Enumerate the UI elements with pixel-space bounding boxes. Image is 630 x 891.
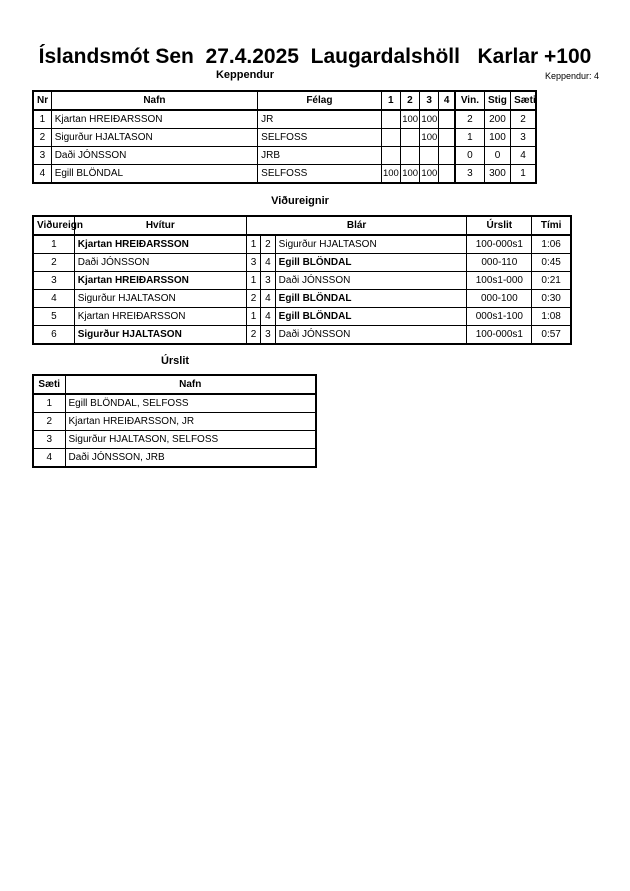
result-row — [33, 431, 316, 449]
match-white-player: Kjartan HREIÐARSSON — [74, 308, 246, 326]
match-row — [33, 235, 571, 254]
competitor-name: Sigurður HJALTASON — [51, 129, 257, 147]
result-row — [33, 413, 316, 431]
match-white-nr: 1 — [246, 235, 260, 254]
competitor-nr: 1 — [33, 110, 51, 129]
col-result: Úrslit — [467, 216, 532, 235]
competitor-score-2 — [400, 129, 419, 147]
competitor-score-1 — [381, 110, 400, 129]
match-white-player: Kjartan HREIÐARSSON — [74, 272, 246, 290]
result-row — [33, 394, 316, 413]
match-blue-player: Sigurður HJALTASON — [275, 235, 467, 254]
competitor-points: 300 — [484, 165, 510, 184]
match-blue-nr: 2 — [261, 235, 275, 254]
result-place: 1 — [33, 394, 65, 413]
results-table — [32, 374, 317, 468]
competitor-nr: 3 — [33, 147, 51, 165]
result-place: 4 — [33, 449, 65, 468]
competitor-name: Egill BLÖNDAL — [51, 165, 257, 184]
competitor-name: Daði JÓNSSON — [51, 147, 257, 165]
col-result-place: Sæti — [33, 375, 65, 394]
match-number: 3 — [33, 272, 74, 290]
match-blue-nr: 4 — [261, 290, 275, 308]
competitor-score-2: 100 — [400, 110, 419, 129]
competitor-place: 3 — [511, 129, 536, 147]
competitor-score-3: 100 — [420, 165, 439, 184]
competitor-club: JR — [258, 110, 381, 129]
match-blue-nr: 4 — [261, 254, 275, 272]
match-white-player: Daði JÓNSSON — [74, 254, 246, 272]
competitor-score-4 — [439, 110, 455, 129]
result-place: 3 — [33, 431, 65, 449]
competitor-place: 4 — [511, 147, 536, 165]
match-blue-player: Egill BLÖNDAL — [275, 254, 467, 272]
match-result: 100-000s1 — [467, 235, 532, 254]
match-row — [33, 290, 571, 308]
col-result-name: Nafn — [65, 375, 316, 394]
match-time: 0:57 — [532, 326, 571, 345]
competitor-score-4 — [439, 165, 455, 184]
competitor-club: SELFOSS — [258, 165, 381, 184]
competitor-score-3: 100 — [420, 110, 439, 129]
match-white-nr: 1 — [246, 308, 260, 326]
match-blue-player: Daði JÓNSSON — [275, 272, 467, 290]
competitor-wins: 3 — [455, 165, 484, 184]
match-white-nr: 2 — [246, 290, 260, 308]
col-club: Félag — [258, 91, 381, 110]
result-name: Egill BLÖNDAL, SELFOSS — [65, 394, 316, 413]
col-round-1: 1 — [381, 91, 400, 110]
match-blue-player: Daði JÓNSSON — [275, 326, 467, 345]
competitor-club: SELFOSS — [258, 129, 381, 147]
match-row — [33, 254, 571, 272]
col-round-2: 2 — [400, 91, 419, 110]
match-number: 2 — [33, 254, 74, 272]
competitors-count: Keppendur: 4 — [544, 71, 599, 81]
match-result: 000-110 — [467, 254, 532, 272]
match-result: 000s1-100 — [467, 308, 532, 326]
competitor-name: Kjartan HREIÐARSSON — [51, 110, 257, 129]
competitor-wins: 0 — [455, 147, 484, 165]
match-row — [33, 308, 571, 326]
competitor-score-3: 100 — [420, 129, 439, 147]
competitor-score-4 — [439, 129, 455, 147]
competitor-row — [33, 110, 536, 129]
match-blue-player: Egill BLÖNDAL — [275, 308, 467, 326]
match-white-player: Sigurður HJALTASON — [74, 290, 246, 308]
result-row — [33, 449, 316, 468]
result-place: 2 — [33, 413, 65, 431]
match-white-player: Kjartan HREIÐARSSON — [74, 235, 246, 254]
col-points: Stig — [484, 91, 510, 110]
match-white-player: Sigurður HJALTASON — [74, 326, 246, 345]
col-match: Viðureign — [33, 216, 74, 235]
result-name: Kjartan HREIÐARSSON, JR — [65, 413, 316, 431]
competitor-points: 100 — [484, 129, 510, 147]
col-name: Nafn — [51, 91, 257, 110]
col-blue: Blár — [246, 216, 467, 235]
match-number: 6 — [33, 326, 74, 345]
competitor-place: 1 — [511, 165, 536, 184]
match-time: 0:45 — [532, 254, 571, 272]
match-blue-nr: 3 — [261, 272, 275, 290]
result-name: Sigurður HJALTASON, SELFOSS — [65, 431, 316, 449]
match-time: 0:30 — [532, 290, 571, 308]
competitor-score-1 — [381, 129, 400, 147]
competitor-row — [33, 147, 536, 165]
match-white-nr: 2 — [246, 326, 260, 345]
page-title: Íslandsmót Sen 27.4.2025 Laugardalshöll Karlar +100 — [38, 45, 592, 68]
col-nr: Nr — [33, 91, 51, 110]
competitor-wins: 1 — [455, 129, 484, 147]
col-time: Tími — [532, 216, 571, 235]
competitor-club: JRB — [258, 147, 381, 165]
competitor-score-1: 100 — [381, 165, 400, 184]
match-blue-nr: 4 — [261, 308, 275, 326]
matches-heading: Viðureignir — [271, 195, 329, 207]
competitor-score-2: 100 — [400, 165, 419, 184]
match-result: 100s1-000 — [467, 272, 532, 290]
competitor-points: 200 — [484, 110, 510, 129]
col-wins: Vin. — [455, 91, 484, 110]
match-number: 4 — [33, 290, 74, 308]
col-white: Hvítur — [74, 216, 246, 235]
competitor-score-4 — [439, 147, 455, 165]
competitor-points: 0 — [484, 147, 510, 165]
competitor-row — [33, 129, 536, 147]
competitor-nr: 2 — [33, 129, 51, 147]
match-time: 1:06 — [532, 235, 571, 254]
results-heading: Úrslit — [160, 355, 190, 367]
match-blue-player: Egill BLÖNDAL — [275, 290, 467, 308]
match-white-nr: 3 — [246, 254, 260, 272]
competitors-heading: Keppendur — [215, 69, 275, 81]
competitor-wins: 2 — [455, 110, 484, 129]
competitors-table — [32, 90, 537, 184]
match-row — [33, 272, 571, 290]
match-blue-nr: 3 — [261, 326, 275, 345]
competitor-score-3 — [420, 147, 439, 165]
matches-table — [32, 215, 572, 345]
match-time: 1:08 — [532, 308, 571, 326]
competitor-nr: 4 — [33, 165, 51, 184]
competitor-score-1 — [381, 147, 400, 165]
competitor-place: 2 — [511, 110, 536, 129]
match-number: 5 — [33, 308, 74, 326]
competitor-score-2 — [400, 147, 419, 165]
result-name: Daði JÓNSSON, JRB — [65, 449, 316, 468]
match-result: 000-100 — [467, 290, 532, 308]
col-round-4: 4 — [439, 91, 455, 110]
col-place: Sæti — [511, 91, 536, 110]
match-result: 100-000s1 — [467, 326, 532, 345]
match-white-nr: 1 — [246, 272, 260, 290]
competitor-row — [33, 165, 536, 184]
match-row — [33, 326, 571, 345]
match-time: 0:21 — [532, 272, 571, 290]
match-number: 1 — [33, 235, 74, 254]
col-round-3: 3 — [420, 91, 439, 110]
